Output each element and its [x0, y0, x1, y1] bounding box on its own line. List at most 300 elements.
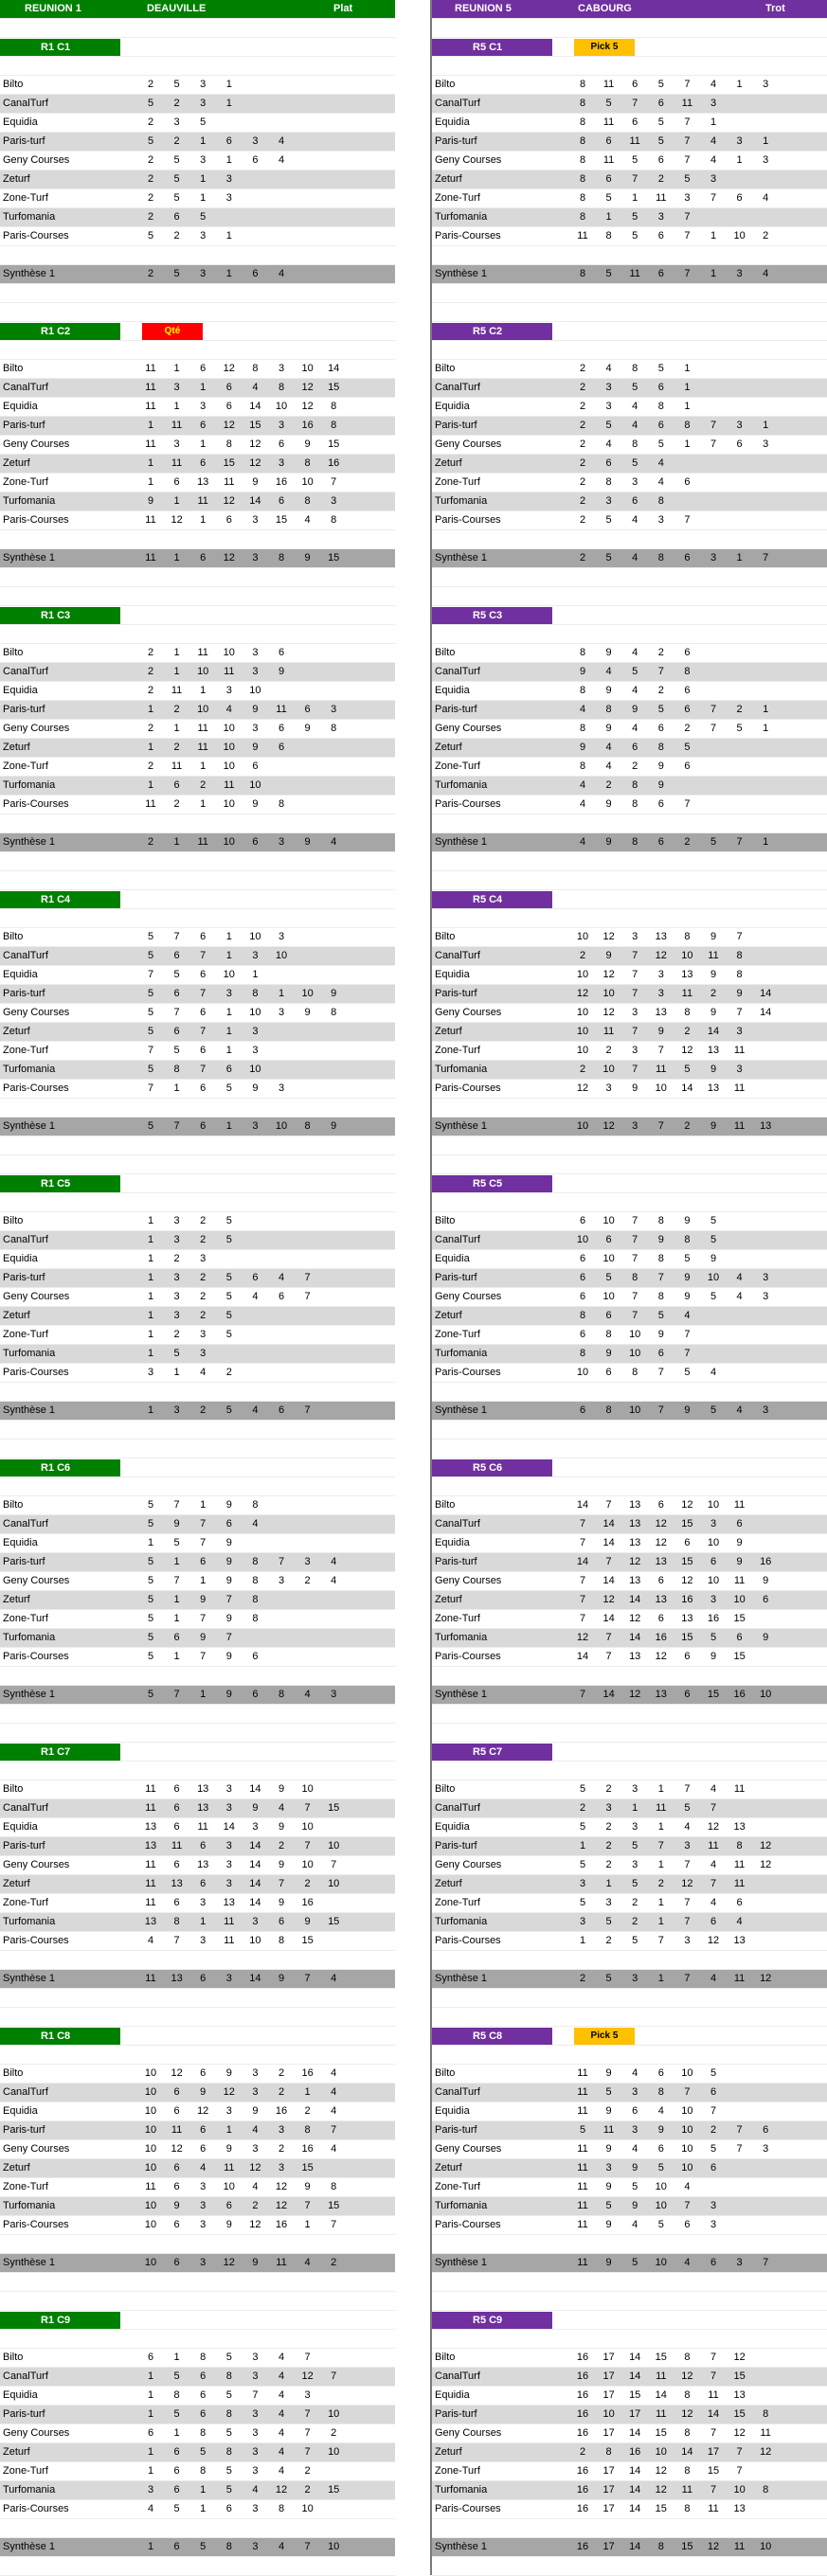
- source-name: Equidia: [435, 2105, 470, 2117]
- blank-row: [0, 871, 395, 890]
- source-name: Zeturf: [3, 173, 30, 185]
- blank-row: [432, 19, 827, 38]
- horse-number: 8: [657, 401, 664, 412]
- horse-number: 14: [707, 2408, 720, 2420]
- horse-number: 3: [736, 420, 743, 431]
- horse-number: 5: [657, 704, 664, 715]
- synthese-label: Synthèse 1: [3, 2541, 56, 2552]
- horse-number: 9: [710, 969, 717, 980]
- horse-number: 7: [684, 2086, 691, 2098]
- horse-number: 6: [278, 1404, 285, 1416]
- horse-number: 11: [708, 2389, 719, 2401]
- synthese-row: [432, 833, 827, 852]
- horse-number: 1: [173, 552, 180, 564]
- source-name: Geny Courses: [3, 438, 70, 450]
- horse-number: 2: [147, 192, 154, 204]
- source-name: Turfomania: [435, 779, 488, 791]
- blank-row: [432, 341, 827, 360]
- race-label[interactable]: R5 C6: [432, 1459, 552, 1476]
- horse-number: 7: [331, 2124, 337, 2136]
- race-label[interactable]: R5 C5: [432, 1175, 552, 1192]
- horse-number: 3: [278, 420, 285, 431]
- source-name: Zeturf: [3, 2446, 30, 2458]
- horse-number: 11: [733, 1973, 746, 1984]
- horse-number: 7: [331, 2219, 337, 2230]
- horse-number: 2: [225, 1367, 232, 1378]
- blank-row: [0, 57, 395, 76]
- source-name: Equidia: [435, 116, 470, 128]
- horse-number: 6: [200, 2370, 207, 2382]
- horse-number: 4: [331, 2105, 337, 2117]
- horse-number: 1: [579, 1935, 586, 1946]
- horse-number: 10: [602, 2408, 615, 2420]
- prono-row: [432, 1496, 827, 1515]
- race-label[interactable]: R5 C9: [432, 2312, 552, 2329]
- horse-number: 11: [733, 1499, 746, 1511]
- horse-number: 3: [225, 2105, 232, 2117]
- horse-number: 6: [225, 2200, 232, 2211]
- horse-number: 8: [684, 2389, 691, 2401]
- race-label[interactable]: R1 C9: [0, 2312, 120, 2329]
- horse-number: 4: [579, 779, 586, 791]
- horse-number: 12: [707, 2541, 720, 2552]
- horse-number: 6: [252, 836, 259, 848]
- horse-number: 12: [681, 1575, 693, 1586]
- horse-number: 4: [763, 192, 769, 204]
- prono-row: [0, 1648, 395, 1667]
- hippodrome-name: DEAUVILLE: [147, 3, 207, 14]
- horse-number: 5: [225, 1272, 232, 1283]
- race-label[interactable]: R5 C1: [432, 39, 552, 56]
- horse-number: 9: [278, 666, 285, 677]
- horse-number: 6: [684, 685, 691, 696]
- horse-number: 10: [301, 988, 314, 999]
- synthese-label: Synthèse 1: [435, 2541, 488, 2552]
- synthese-label: Synthèse 1: [3, 268, 56, 279]
- horse-number: 5: [147, 1120, 154, 1132]
- horse-number: 11: [577, 2067, 588, 2079]
- horse-number: 12: [655, 1518, 667, 1530]
- horse-number: 6: [225, 1064, 232, 1075]
- race-label[interactable]: R1 C8: [0, 2028, 120, 2045]
- horse-number: 15: [328, 552, 340, 564]
- horse-number: 11: [145, 382, 156, 393]
- source-name: Turfomania: [435, 1916, 488, 1927]
- prono-row: [0, 2500, 395, 2519]
- horse-number: 5: [147, 1613, 154, 1624]
- blank-row: [0, 2519, 395, 2538]
- horse-number: 5: [173, 2408, 180, 2420]
- horse-number: 8: [684, 2503, 691, 2514]
- horse-number: 6: [657, 836, 664, 848]
- horse-number: 6: [684, 760, 691, 772]
- prono-row: [432, 966, 827, 985]
- source-name: Zeturf: [3, 1594, 30, 1605]
- source-name: Paris-turf: [435, 704, 477, 715]
- horse-number: 5: [147, 1007, 154, 1018]
- horse-number: 5: [225, 1215, 232, 1226]
- horse-number: 3: [579, 1916, 586, 1927]
- synthese-row: [432, 1402, 827, 1421]
- horse-number: 3: [252, 2465, 259, 2477]
- horse-number: 1: [278, 988, 285, 999]
- horse-number: 3: [252, 1026, 259, 1037]
- synthese-label: Synthèse 1: [3, 1689, 56, 1700]
- horse-number: 2: [200, 779, 207, 791]
- horse-number: 10: [328, 1840, 340, 1852]
- race-label[interactable]: R1 C1: [0, 39, 120, 56]
- horse-number: 13: [197, 1859, 209, 1870]
- horse-number: 9: [225, 2067, 232, 2079]
- prono-row: [432, 1515, 827, 1534]
- horse-number: 7: [278, 1878, 285, 1889]
- horse-number: 9: [278, 1821, 285, 1833]
- horse-number: 5: [657, 2162, 664, 2174]
- horse-number: 10: [223, 2181, 235, 2192]
- blank-row: [432, 530, 827, 549]
- horse-number: 3: [173, 1215, 180, 1226]
- horse-number: 10: [733, 2484, 746, 2496]
- horse-number: 7: [605, 1499, 612, 1511]
- horse-number: 1: [147, 779, 154, 791]
- horse-number: 5: [579, 1783, 586, 1795]
- horse-number: 5: [147, 1575, 154, 1586]
- horse-number: 6: [200, 1007, 207, 1018]
- horse-number: 12: [249, 2162, 261, 2174]
- blank-row: [432, 1724, 827, 1743]
- source-name: Geny Courses: [3, 2427, 70, 2439]
- horse-number: 11: [224, 2162, 235, 2174]
- horse-number: 7: [657, 1272, 664, 1283]
- source-name: Zone-Turf: [435, 2465, 480, 2477]
- horse-number: 5: [147, 230, 154, 242]
- blank-row: [432, 625, 827, 644]
- horse-number: 16: [733, 1689, 746, 1700]
- source-name: CanalTurf: [3, 1518, 48, 1530]
- horse-number: 6: [200, 420, 207, 431]
- source-name: Turfomania: [3, 495, 56, 507]
- race-label[interactable]: R5 C8: [432, 2028, 552, 2045]
- blank-row: [0, 284, 395, 303]
- source-name: Bilto: [3, 1783, 24, 1795]
- horse-number: 15: [249, 420, 261, 431]
- horse-number: 3: [200, 230, 207, 242]
- prono-row: [432, 2368, 827, 2387]
- horse-number: 5: [632, 382, 638, 393]
- synthese-row: [0, 1686, 395, 1705]
- horse-number: 11: [145, 798, 156, 810]
- prono-row: [0, 2462, 395, 2481]
- horse-number: 3: [252, 2446, 259, 2458]
- horse-number: 11: [145, 401, 156, 412]
- horse-number: 16: [576, 2484, 589, 2496]
- horse-number: 15: [629, 2389, 641, 2401]
- horse-number: 9: [657, 760, 664, 772]
- horse-number: 16: [275, 2219, 288, 2230]
- horse-number: 2: [304, 2465, 311, 2477]
- horse-number: 3: [252, 1045, 259, 1056]
- horse-number: 2: [304, 2484, 311, 2496]
- source-name: Paris-turf: [3, 2408, 45, 2420]
- horse-number: 5: [225, 1329, 232, 1340]
- horse-number: 2: [304, 1878, 311, 1889]
- prono-row: [432, 2159, 827, 2178]
- prono-row: [0, 2197, 395, 2216]
- horse-number: 1: [147, 2370, 154, 2382]
- prono-row: [0, 2178, 395, 2197]
- horse-number: 1: [657, 1897, 664, 1908]
- horse-number: 3: [252, 2143, 259, 2155]
- blank-row: [0, 1193, 395, 1212]
- horse-number: 12: [655, 2465, 667, 2477]
- horse-number: 5: [605, 192, 612, 204]
- prono-row: [432, 2178, 827, 2197]
- horse-number: 16: [576, 2352, 589, 2363]
- prono-row: [432, 2500, 827, 2519]
- race-label[interactable]: R5 C4: [432, 891, 552, 908]
- race-label[interactable]: R1 C4: [0, 891, 120, 908]
- source-name: Paris-Courses: [435, 1082, 501, 1094]
- horse-number: 6: [657, 1613, 664, 1624]
- horse-number: 1: [147, 1215, 154, 1226]
- horse-number: 14: [760, 1007, 772, 1018]
- prono-row: [0, 2102, 395, 2121]
- horse-number: 13: [733, 2389, 746, 2401]
- synthese-label: Synthèse 1: [3, 1120, 56, 1132]
- horse-number: 7: [684, 268, 691, 279]
- horse-number: 9: [252, 1082, 259, 1094]
- horse-number: 7: [605, 1632, 612, 1643]
- horse-number: 2: [278, 2143, 285, 2155]
- horse-number: 13: [144, 1916, 157, 1927]
- horse-number: 3: [684, 1840, 691, 1852]
- horse-number: 10: [144, 2162, 157, 2174]
- horse-number: 15: [733, 2408, 746, 2420]
- horse-number: 6: [657, 382, 664, 393]
- horse-number: 4: [605, 742, 612, 753]
- horse-number: 14: [249, 1859, 261, 1870]
- horse-number: 17: [707, 2446, 720, 2458]
- horse-number: 1: [200, 438, 207, 450]
- source-name: Equidia: [3, 1537, 38, 1548]
- horse-number: 2: [147, 173, 154, 185]
- horse-number: 15: [707, 1689, 720, 1700]
- horse-number: 13: [197, 1783, 209, 1795]
- horse-number: 5: [147, 135, 154, 147]
- horse-number: 6: [657, 1575, 664, 1586]
- race-label-row: [0, 1458, 395, 1477]
- horse-number: 9: [710, 1253, 717, 1264]
- prono-row: [0, 2216, 395, 2235]
- horse-number: 2: [579, 1064, 586, 1075]
- horse-number: 13: [760, 1120, 772, 1132]
- horse-number: 4: [632, 2143, 638, 2155]
- horse-number: 10: [223, 723, 235, 734]
- source-name: Equidia: [3, 2389, 38, 2401]
- horse-number: 7: [684, 135, 691, 147]
- horse-number: 14: [576, 1499, 589, 1511]
- horse-number: 5: [710, 1291, 717, 1302]
- horse-number: 2: [147, 116, 154, 128]
- prono-row: [432, 492, 827, 511]
- horse-number: 5: [225, 1291, 232, 1302]
- horse-number: 8: [657, 552, 664, 564]
- prono-row: [432, 1307, 827, 1326]
- horse-number: 12: [733, 2427, 746, 2439]
- horse-number: 6: [657, 230, 664, 242]
- horse-number: 6: [173, 2446, 180, 2458]
- horse-number: 4: [278, 2370, 285, 2382]
- prono-row: [432, 1837, 827, 1856]
- race-label[interactable]: R1 C6: [0, 1459, 120, 1476]
- horse-number: 13: [681, 969, 693, 980]
- horse-number: 14: [629, 2370, 641, 2382]
- horse-number: 2: [200, 1291, 207, 1302]
- horse-number: 2: [173, 742, 180, 753]
- horse-number: 11: [145, 1897, 156, 1908]
- horse-number: 1: [173, 495, 180, 507]
- race-label[interactable]: R1 C7: [0, 1744, 120, 1761]
- prono-row: [0, 1610, 395, 1629]
- horse-number: 9: [225, 1499, 232, 1511]
- horse-number: 10: [144, 2257, 157, 2268]
- synthese-row: [0, 1402, 395, 1421]
- prono-row: [0, 152, 395, 170]
- race-label[interactable]: R1 C2: [0, 323, 120, 340]
- horse-number: 9: [579, 666, 586, 677]
- blank-row: [432, 814, 827, 833]
- blank-row: [432, 2557, 827, 2576]
- horse-number: 8: [278, 2503, 285, 2514]
- race-label[interactable]: R1 C5: [0, 1175, 120, 1192]
- blank-row: [432, 2330, 827, 2349]
- horse-number: 1: [200, 192, 207, 204]
- horse-number: 9: [605, 723, 612, 734]
- horse-number: 4: [632, 685, 638, 696]
- horse-number: 11: [145, 2181, 156, 2192]
- horse-number: 8: [579, 723, 586, 734]
- horse-number: 5: [147, 1632, 154, 1643]
- horse-number: 3: [225, 1783, 232, 1795]
- horse-number: 4: [278, 2541, 285, 2552]
- prono-row: [0, 227, 395, 246]
- horse-number: 7: [632, 1215, 638, 1226]
- horse-number: 6: [225, 382, 232, 393]
- horse-number: 3: [304, 1556, 311, 1567]
- horse-number: 16: [576, 2541, 589, 2552]
- horse-number: 9: [147, 495, 154, 507]
- horse-number: 5: [632, 457, 638, 469]
- horse-number: 1: [632, 1802, 638, 1814]
- horse-number: 8: [605, 476, 612, 488]
- prono-row: [432, 1364, 827, 1383]
- horse-number: 15: [328, 2484, 340, 2496]
- horse-number: 10: [223, 969, 235, 980]
- blank-row: [0, 1762, 395, 1780]
- race-label[interactable]: R5 C3: [432, 607, 552, 624]
- horse-number: 9: [304, 723, 311, 734]
- source-name: Paris-turf: [435, 420, 477, 431]
- horse-number: 10: [249, 685, 261, 696]
- race-label[interactable]: R5 C7: [432, 1744, 552, 1761]
- race-label-row: [432, 1743, 827, 1762]
- horse-number: 14: [681, 2446, 693, 2458]
- prono-row: [0, 1591, 395, 1610]
- horse-number: 5: [657, 135, 664, 147]
- blank-row: [432, 1705, 827, 1724]
- horse-number: 4: [736, 1291, 743, 1302]
- horse-number: 2: [684, 723, 691, 734]
- horse-number: 10: [301, 1821, 314, 1833]
- horse-number: 7: [304, 2427, 311, 2439]
- horse-number: 4: [632, 2219, 638, 2230]
- horse-number: 13: [655, 1007, 667, 1018]
- source-name: Geny Courses: [435, 438, 502, 450]
- prono-row: [0, 1894, 395, 1913]
- horse-number: 4: [710, 1783, 717, 1795]
- source-name: Equidia: [435, 401, 470, 412]
- source-name: CanalTurf: [3, 950, 48, 961]
- horse-number: 5: [605, 2086, 612, 2098]
- source-name: Paris-Courses: [435, 514, 501, 526]
- prono-row: [432, 2387, 827, 2406]
- blank-row: [432, 1989, 827, 2008]
- horse-number: 8: [200, 2465, 207, 2477]
- race-label-row: [0, 322, 395, 341]
- horse-number: 6: [252, 1651, 259, 1662]
- synthese-label: Synthèse 1: [435, 836, 488, 848]
- race-label-row: [0, 890, 395, 909]
- blank-row: [0, 2046, 395, 2065]
- horse-number: 2: [173, 798, 180, 810]
- horse-number: 7: [684, 798, 691, 810]
- reunion-1-panel: [0, 0, 395, 2576]
- horse-number: 8: [200, 2352, 207, 2363]
- horse-number: 14: [707, 1026, 720, 1037]
- horse-number: 14: [576, 1651, 589, 1662]
- horse-number: 6: [579, 1272, 586, 1283]
- horse-number: 8: [632, 438, 638, 450]
- horse-number: 5: [632, 1840, 638, 1852]
- horse-number: 6: [225, 401, 232, 412]
- source-name: Paris-Courses: [3, 230, 69, 242]
- horse-number: 1: [200, 1916, 207, 1927]
- race-label[interactable]: R1 C3: [0, 607, 120, 624]
- prono-row: [0, 1288, 395, 1307]
- prono-row: [0, 739, 395, 758]
- horse-number: 2: [200, 1234, 207, 1245]
- horse-number: 6: [278, 438, 285, 450]
- horse-number: 11: [681, 98, 693, 109]
- bet-badge: Qté: [142, 323, 203, 340]
- horse-number: 9: [605, 2143, 612, 2155]
- source-name: Bilto: [3, 931, 24, 942]
- horse-number: 6: [173, 2257, 180, 2268]
- horse-number: 7: [736, 2143, 743, 2155]
- horse-number: 6: [200, 1045, 207, 1056]
- horse-number: 3: [632, 1007, 638, 1018]
- prono-row: [432, 2349, 827, 2368]
- prono-row: [432, 152, 827, 170]
- horse-number: 2: [331, 2427, 337, 2439]
- horse-number: 13: [629, 1651, 641, 1662]
- race-label[interactable]: R5 C2: [432, 323, 552, 340]
- prono-row: [432, 2065, 827, 2084]
- horse-number: 12: [760, 2446, 772, 2458]
- horse-number: 6: [173, 211, 180, 223]
- prono-row: [0, 1004, 395, 1023]
- horse-number: 9: [173, 1518, 180, 1530]
